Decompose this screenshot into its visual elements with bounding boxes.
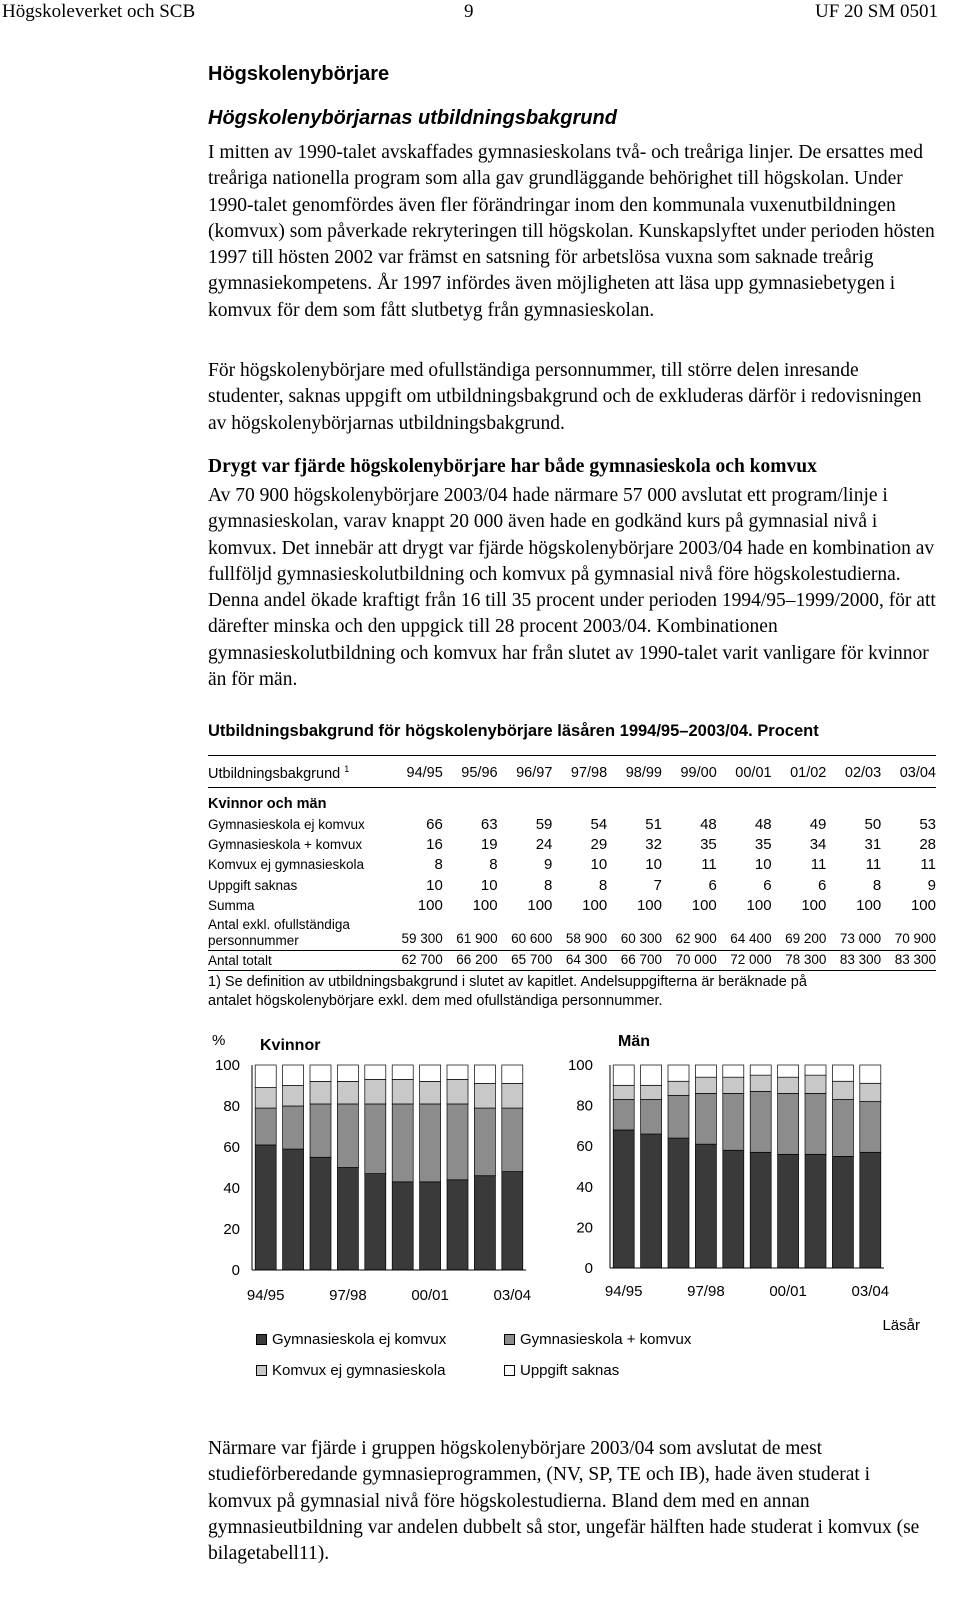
- table-cell: 70 900: [894, 931, 936, 946]
- table-cell: 11: [701, 856, 717, 874]
- bar-segment: [668, 1081, 689, 1095]
- table-cell: 100: [856, 897, 882, 915]
- bar-segment: [392, 1065, 413, 1079]
- bar-segment: [283, 1149, 304, 1270]
- table-row: [208, 834, 936, 854]
- year-header: 02/03: [844, 765, 882, 781]
- table-cell: 11: [920, 856, 936, 874]
- table-cell: 53: [919, 815, 936, 833]
- header-publisher: Högskoleverket och SCB: [2, 1, 196, 22]
- x-tick-label: 97/98: [687, 1283, 725, 1300]
- table-cell: 8: [598, 876, 608, 894]
- table-cell: 10: [645, 856, 662, 874]
- y-tick-label: 20: [223, 1221, 240, 1238]
- table-cell: 100: [582, 897, 608, 915]
- y-tick-label: 60: [223, 1139, 240, 1156]
- legend-item-gymnasieskola-ej-komvux: [256, 1331, 446, 1348]
- table-cell: 19: [480, 836, 498, 854]
- bar-segment: [668, 1065, 689, 1081]
- bar-segment: [860, 1152, 881, 1268]
- legend-swatch: [256, 1334, 267, 1345]
- x-tick-label: 00/01: [411, 1287, 449, 1304]
- bar-segment: [723, 1065, 744, 1077]
- y-tick-label: 80: [223, 1098, 240, 1115]
- table-cell: 6: [818, 876, 827, 894]
- table-cell: 64 400: [730, 931, 772, 946]
- bar-segment: [420, 1104, 441, 1182]
- table-cell: 11: [810, 856, 827, 874]
- bar-segment: [447, 1180, 468, 1270]
- y-axis-label: %: [212, 1032, 226, 1049]
- footnote-line1: 1) Se definition av utbildningsbakgrund i slutet av kapitlet. Andelsuppgifterna är beräknade på: [208, 974, 807, 990]
- year-header: 01/02: [790, 765, 827, 781]
- table-cell: 29: [590, 836, 608, 854]
- table-cell: 70 000: [675, 952, 717, 967]
- bar-segment: [502, 1065, 523, 1083]
- y-tick-label: 60: [576, 1138, 593, 1156]
- x-tick-label: 03/04: [493, 1287, 532, 1304]
- table-cell: 100: [746, 897, 772, 915]
- bar-segment: [805, 1065, 826, 1075]
- table-cell: 59: [535, 815, 553, 833]
- bar-segment: [447, 1079, 468, 1104]
- table-cell: 16: [426, 836, 443, 854]
- header-page-number: 9: [464, 1, 474, 22]
- excl-values: [388, 931, 936, 946]
- table-cell: 60 300: [620, 931, 662, 946]
- bar-segment: [695, 1093, 716, 1144]
- bar-segment: [695, 1144, 716, 1268]
- bar-segment: [447, 1104, 468, 1180]
- table-cell: 8: [434, 856, 443, 874]
- table-cell: 35: [700, 836, 717, 854]
- bar-segment: [613, 1065, 634, 1085]
- bar-segment: [420, 1065, 441, 1081]
- bar-segment: [723, 1150, 744, 1268]
- bar-segment: [310, 1065, 331, 1081]
- bar-segment: [695, 1077, 716, 1093]
- legend-label: Gymnasieskola + komvux: [520, 1331, 692, 1348]
- bar-segment: [474, 1176, 495, 1270]
- bar-segment: [255, 1145, 276, 1270]
- table-cell: 10: [426, 876, 443, 894]
- bar-segment: [337, 1168, 358, 1271]
- bar-segment: [613, 1085, 634, 1099]
- bar-segment: [723, 1077, 744, 1093]
- table-cell: 100: [527, 897, 553, 915]
- bar-segment: [283, 1086, 304, 1107]
- bar-segment: [668, 1138, 689, 1268]
- bar-segment: [310, 1081, 331, 1104]
- bar-segment: [502, 1083, 523, 1108]
- table-cell: 9: [544, 856, 553, 874]
- table-cell: 48: [700, 815, 717, 833]
- table-top-rule: [208, 755, 936, 756]
- table-cell: 48: [754, 815, 772, 833]
- table-cell: 61 900: [456, 931, 498, 946]
- bar-segment: [750, 1065, 771, 1075]
- bar-segment: [832, 1065, 853, 1081]
- table-cell: 66: [426, 815, 443, 833]
- excl-label: [208, 917, 350, 949]
- year-header: 98/99: [625, 765, 662, 781]
- section-title: Högskolenybörjare: [208, 63, 390, 85]
- table-cell: 9: [927, 876, 936, 894]
- table-cell: 54: [590, 815, 608, 833]
- table-cell: 11: [865, 856, 882, 874]
- bar-segment: [420, 1081, 441, 1104]
- bar-segment: [337, 1104, 358, 1168]
- excl-label-line2: personnummer: [208, 933, 299, 948]
- table-cell: 78 300: [785, 952, 827, 967]
- table-cell: 62 900: [675, 931, 717, 946]
- subsection-title: Högskolenybörjarnas utbildningsbakgrund: [208, 107, 617, 129]
- row-label: Summa: [208, 898, 255, 914]
- bar-segment: [805, 1093, 826, 1154]
- table-row: [208, 896, 936, 916]
- year-header: 97/98: [570, 765, 608, 781]
- bar-segment: [613, 1130, 634, 1268]
- table-cell: 66 200: [456, 952, 498, 967]
- bar-segment: [502, 1172, 523, 1270]
- table-cell: 58 900: [565, 931, 608, 946]
- bar-segment: [778, 1077, 799, 1093]
- table-header-row: [208, 758, 936, 788]
- table-row: [208, 855, 936, 875]
- bar-segment: [805, 1154, 826, 1268]
- bar-segment: [255, 1108, 276, 1145]
- bar-segment: [805, 1075, 826, 1093]
- bar-segment: [337, 1081, 358, 1104]
- chart-title: Män: [618, 1033, 650, 1050]
- bar-segment: [392, 1182, 413, 1270]
- row-label: Gymnasieskola ej komvux: [208, 816, 365, 832]
- x-tick-label: 00/01: [769, 1283, 807, 1300]
- table-group-label: Kvinnor och män: [208, 796, 327, 812]
- legend-label: Uppgift saknas: [520, 1362, 620, 1379]
- table-body: [208, 814, 936, 916]
- bar-segment: [283, 1106, 304, 1149]
- row-label: Uppgift saknas: [208, 877, 298, 893]
- table-cell: 65 700: [511, 952, 553, 967]
- table-cell: 51: [645, 815, 662, 833]
- bar-segment: [860, 1102, 881, 1153]
- table-cell: 60 600: [511, 931, 553, 946]
- table-cell: 100: [910, 897, 936, 915]
- bar-segment: [778, 1065, 799, 1077]
- x-tick-label: 03/04: [851, 1283, 890, 1300]
- table-total-rule: [208, 950, 936, 951]
- bar-segment: [474, 1108, 495, 1176]
- bar-segment: [832, 1081, 853, 1099]
- stats-table: [208, 758, 936, 788]
- highlight-heading: Drygt var fjärde högskolenybörjare har både gymnasieskola och komvux: [208, 456, 817, 477]
- table-cell: 31: [864, 836, 882, 854]
- total-label: Antal totalt: [208, 953, 272, 968]
- bar-segment: [310, 1157, 331, 1270]
- table-cell: 73 000: [839, 931, 882, 946]
- bar-segment: [832, 1156, 853, 1268]
- bar-segment: [778, 1093, 799, 1154]
- table-footnote: [208, 973, 807, 1010]
- legend-label: Komvux ej gymnasieskola: [272, 1362, 446, 1379]
- year-header: 00/01: [735, 765, 772, 781]
- bar-segment: [641, 1100, 662, 1135]
- bar-segment: [860, 1065, 881, 1083]
- table-cell: 7: [653, 876, 662, 894]
- stacked-bar-charts: [200, 1020, 945, 1334]
- row-label: Gymnasieskola + komvux: [208, 837, 363, 853]
- table-cell: 100: [801, 897, 827, 915]
- bar-segment: [641, 1065, 662, 1085]
- x-axis-label: Läsår: [882, 1317, 920, 1334]
- table-cell: 83 300: [839, 952, 882, 967]
- table-cell: 8: [544, 876, 553, 894]
- bar-segment: [778, 1154, 799, 1268]
- body-paragraph-2: För högskolenybörjare med ofullständiga personnummer, till större delen inresande studenter, saknas uppgift om utbildningsbakgrund och de exkluderas därför i redovisningen av högskolenybörjarnas utbildningsbakgrund.: [208, 360, 922, 434]
- table-cell: 10: [480, 876, 498, 894]
- table-cell: 100: [636, 897, 662, 915]
- table-cell: 50: [864, 815, 882, 833]
- legend-item-komvux-ej-gymnasieskola: [256, 1362, 445, 1379]
- table-cell: 28: [919, 836, 936, 854]
- table-cell: 66 700: [620, 952, 662, 967]
- y-tick-label: 80: [576, 1097, 593, 1115]
- bar-segment: [613, 1100, 634, 1130]
- table-bottom-rule: [208, 970, 936, 971]
- y-tick-label: 40: [223, 1180, 240, 1197]
- bar-segment: [832, 1100, 853, 1157]
- table-cell: 32: [645, 836, 662, 854]
- y-tick-label: 0: [231, 1262, 240, 1279]
- year-header: 96/97: [516, 765, 553, 781]
- year-header: 95/96: [461, 765, 498, 781]
- x-tick-label: 94/95: [246, 1287, 285, 1304]
- header-report-id: UF 20 SM 0501: [815, 1, 938, 22]
- year-header: 03/04: [899, 765, 936, 781]
- bar-segment: [695, 1065, 716, 1077]
- bar-segment: [365, 1079, 386, 1104]
- legend-swatch: [504, 1334, 515, 1345]
- body-paragraph-1: I mitten av 1990-talet avskaffades gymnasieskolans två- och treåriga linjer. De ersattes med treåriga nationella program som alla gav grundläggande behörighet till högskolan. Under 1990-talet genomfördes även fler förändringar inom den kommunala vuxenutbildningen (komvux) som påverkade rekryteringen till högskolan. Kunskapslyftet under perioden hösten 1997 till hösten 2002 var främst en satsning för arbetslösa vuxna som saknade treårig gymnasiekompetens. År 1997 infördes även möjligheten att läsa upp gymnasiebetygen i komvux för dem som fått slutbetyg från gymnasieskolan.: [208, 142, 935, 321]
- table-cell: 100: [417, 897, 443, 915]
- table-cell: 100: [472, 897, 498, 915]
- chart-title: Kvinnor: [260, 1037, 321, 1054]
- bar-segment: [392, 1104, 413, 1182]
- closing-paragraph: Närmare var fjärde i gruppen högskolenybörjare 2003/04 som avslutat de mest studieförberedande gymnasieprogrammen, (NV, SP, TE och IB), hade även studerat i komvux på gymnasial nivå före högskolestudierna. Bland dem med en annan gymnasieutbildning var andelen dubbelt så stor, ungefär hälften hade studerat i komvux (se bilagetabell11).: [208, 1438, 920, 1565]
- bar-segment: [474, 1065, 495, 1083]
- bar-segment: [474, 1083, 495, 1108]
- bar-segment: [392, 1079, 413, 1104]
- year-header: 99/00: [680, 765, 717, 781]
- table-cell: 62 700: [401, 952, 443, 967]
- table-cell: 100: [691, 897, 717, 915]
- table-cell: 59 300: [401, 931, 443, 946]
- table-cell: 24: [535, 836, 553, 854]
- table-cell: 72 000: [730, 952, 772, 967]
- y-tick-label: 20: [576, 1219, 593, 1237]
- header-cell-label: Utbildningsbakgrund $^1$: [208, 764, 350, 782]
- bar-segment: [310, 1104, 331, 1157]
- bar-segment: [860, 1083, 881, 1101]
- bar-segment: [337, 1065, 358, 1081]
- table-cell: 10: [590, 856, 608, 874]
- bar-segment: [365, 1065, 386, 1079]
- highlight-paragraph: Av 70 900 högskolenybörjare 2003/04 hade närmare 57 000 avslutat ett program/linje i gymnasieskolan, varav knappt 20 000 även hade en godkänd kurs på gymnasial nivå i komvux. Det innebär att drygt var fjärde högskolenybörjare 2003/04 hade en kombination av fullföljd gymnasieskolutbildning och komvux på gymnasial nivå före högskolestudierna. Denna andel ökade kraftigt från 16 till 35 procent under perioden 1994/95–1999/2000, för att därefter minska och den uppgick till 28 procent 2003/04. Kombinationen gymnasieskolutbildning och komvux har från slutet av 1990-talet varit vanligare för kvinnor än för män.: [208, 485, 936, 691]
- table-header-rule: [208, 787, 936, 788]
- y-tick-label: 100: [567, 1057, 593, 1074]
- bar-segment: [255, 1065, 276, 1088]
- bar-segment: [420, 1182, 441, 1270]
- table-cell: 8: [489, 856, 498, 874]
- table-cell: 35: [754, 836, 772, 854]
- bar-segment: [723, 1093, 744, 1150]
- row-label: Komvux ej gymnasieskola: [208, 857, 365, 873]
- legend-item-gymnasieskola-komvux: [504, 1331, 691, 1348]
- legend-item-uppgift-saknas: [504, 1362, 619, 1379]
- y-tick-label: 100: [214, 1057, 240, 1074]
- table-row: [208, 875, 936, 895]
- x-tick-label: 94/95: [604, 1283, 643, 1300]
- table-title: Utbildningsbakgrund för högskolenybörjare läsåren 1994/95–2003/04. Procent: [208, 722, 819, 740]
- bar-segment: [255, 1088, 276, 1109]
- bar-segment: [641, 1134, 662, 1268]
- bar-segment: [750, 1091, 771, 1152]
- table-cell: 34: [809, 836, 827, 854]
- table-cell: 8: [872, 876, 882, 894]
- total-values: [388, 952, 936, 967]
- page-header: [0, 0, 960, 30]
- excl-label-line1: Antal exkl. ofullständiga: [208, 917, 350, 932]
- year-header: 94/95: [406, 765, 443, 781]
- bar-segment: [641, 1085, 662, 1099]
- bar-segment: [283, 1065, 304, 1086]
- table-cell: 63: [480, 815, 498, 833]
- y-tick-label: 0: [584, 1260, 593, 1277]
- bar-segment: [502, 1108, 523, 1172]
- legend-swatch: [504, 1365, 515, 1376]
- legend-swatch: [256, 1365, 267, 1376]
- table-cell: 83 300: [894, 952, 936, 967]
- table-row: [208, 814, 936, 834]
- table-cell: 49: [809, 815, 827, 833]
- table-cell: 64 300: [565, 952, 608, 967]
- footnote-line2: antalet högskolenybörjare exkl. dem med ofullständiga personnummer.: [208, 992, 663, 1009]
- table-cell: 10: [754, 856, 772, 874]
- y-tick-label: 40: [576, 1178, 593, 1196]
- bar-segment: [447, 1065, 468, 1079]
- table-cell: 6: [763, 876, 772, 894]
- legend-label: Gymnasieskola ej komvux: [272, 1331, 447, 1348]
- table-cell: 69 200: [785, 931, 827, 946]
- bar-segment: [365, 1174, 386, 1270]
- table-cell: 6: [708, 876, 717, 894]
- bar-segment: [668, 1095, 689, 1138]
- bar-segment: [750, 1075, 771, 1091]
- x-tick-label: 97/98: [329, 1287, 367, 1304]
- bar-segment: [750, 1152, 771, 1268]
- bar-segment: [365, 1104, 386, 1174]
